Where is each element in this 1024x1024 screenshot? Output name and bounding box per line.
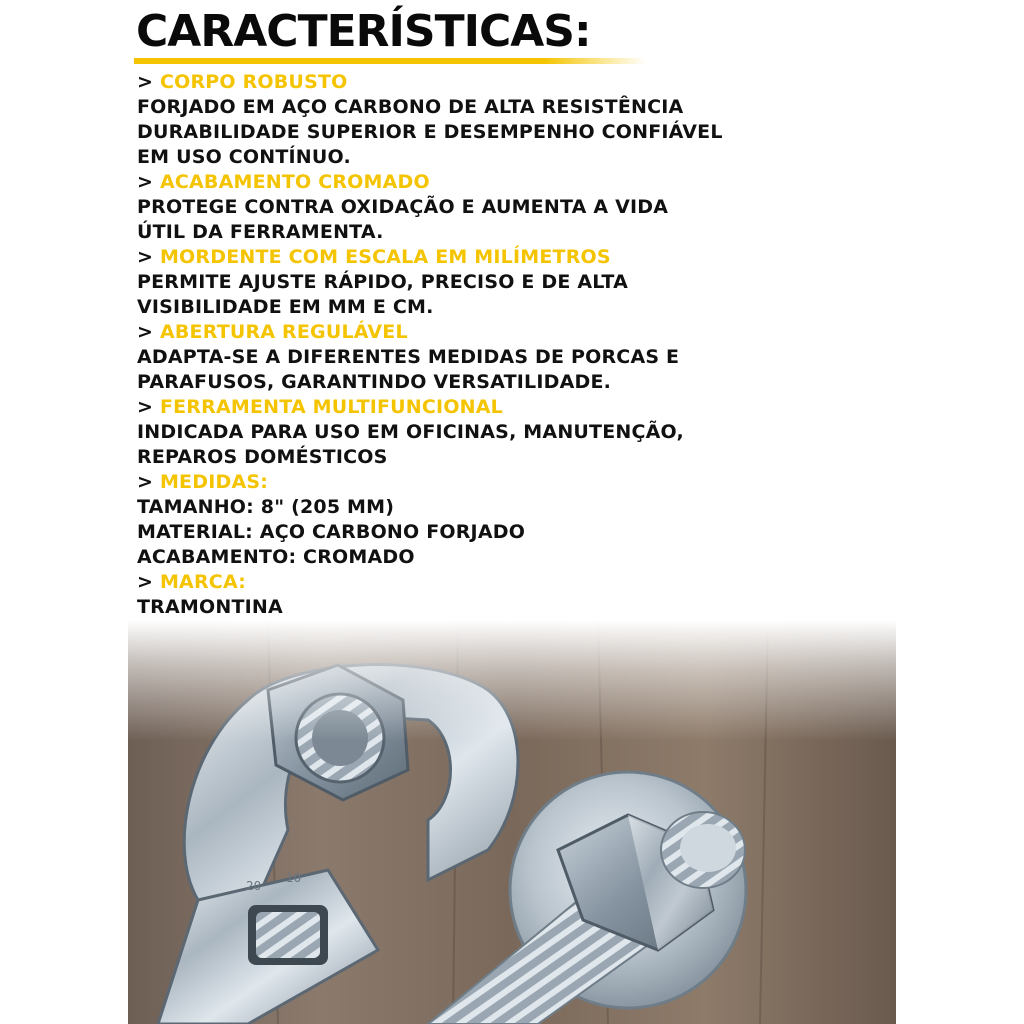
section-heading [137,245,777,270]
feature-description-line: EM USO CONTÍNUO. [137,146,351,168]
heading-marker: > [137,571,154,593]
heading-text: FERRAMENTA MULTIFUNCIONAL [159,396,503,418]
feature-description-line: PERMITE AJUSTE RÁPIDO, PRECISO E DE ALTA [137,271,628,293]
feature-description-line: ÚTIL DA FERRAMENTA. [137,221,384,243]
feature-description-line: VISIBILIDADE EM MM E CM. [137,296,434,318]
heading-text: ACABAMENTO CROMADO [159,171,430,193]
heading-text: MORDENTE COM ESCALA EM MILÍMETROS [159,246,611,268]
heading-text: ABERTURA REGULÁVEL [159,321,408,343]
title-underline [134,58,646,64]
feature-description-line: MATERIAL: AÇO CARBONO FORJADO [137,521,526,543]
feature-description-line: PARAFUSOS, GARANTINDO VERSATILIDADE. [137,371,612,393]
page-title: CARACTERÍSTICAS: [136,6,591,57]
feature-description-line: TRAMONTINA [137,596,283,618]
feature-description-line: PROTEGE CONTRA OXIDAÇÃO E AUMENTA A VIDA [137,196,669,218]
heading-marker: > [137,246,154,268]
feature-description-line: DURABILIDADE SUPERIOR E DESEMPENHO CONFIÁVEL [137,121,723,143]
heading-text: MEDIDAS: [159,471,269,493]
section-heading [137,570,777,595]
heading-marker: > [137,171,154,193]
feature-description-line: FORJADO EM AÇO CARBONO DE ALTA RESISTÊNCIA [137,96,684,118]
feature-description-line: TAMANHO: 8" (205 MM) [137,496,395,518]
heading-marker: > [137,396,154,418]
heading-text: CORPO ROBUSTO [159,71,348,93]
product-photo [128,620,896,1024]
section-heading [137,470,777,495]
heading-text: MARCA: [159,571,246,593]
feature-description-line: INDICADA PARA USO EM OFICINAS, MANUTENÇÃO, [137,421,684,443]
section-heading [137,395,777,420]
feature-description-line: REPAROS DOMÉSTICOS [137,446,388,468]
feature-description-line: ADAPTA-SE A DIFERENTES MEDIDAS DE PORCAS E [137,346,680,368]
features-list [137,70,777,620]
feature-description-line: ACABAMENTO: CROMADO [137,546,415,568]
heading-marker: > [137,321,154,343]
heading-marker: > [137,71,154,93]
heading-marker: > [137,471,154,493]
section-heading [137,170,777,195]
section-heading [137,70,777,95]
section-heading [137,320,777,345]
